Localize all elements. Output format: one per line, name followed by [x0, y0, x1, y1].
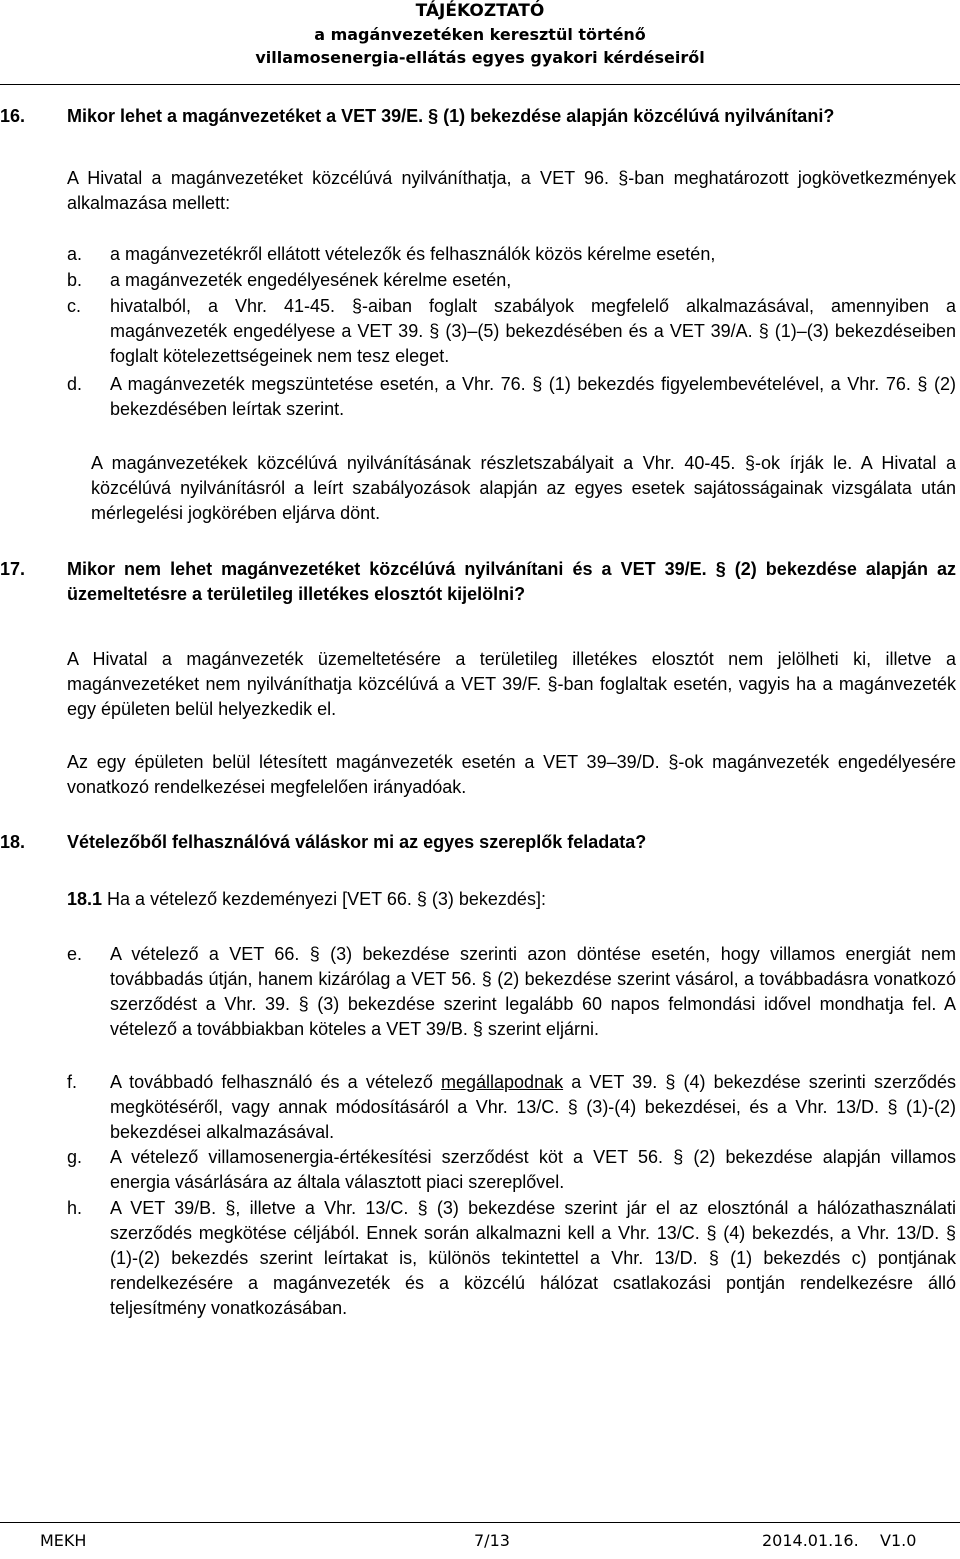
header-subtitle-line2: villamosenergia-ellátás egyes gyakori kérdéseiről — [255, 48, 705, 67]
list-item-c — [67, 294, 956, 369]
list-item-d — [67, 372, 956, 422]
page-footer — [0, 1528, 960, 1554]
list-item-label: c. — [67, 296, 82, 316]
footer-date: 2014.01.16. — [762, 1531, 859, 1550]
question-17-number: 17. — [0, 559, 26, 579]
list-item-label: g. — [67, 1147, 83, 1167]
list-item-text: a magánvezeték engedélyesének kérelme esetén, — [110, 270, 512, 290]
question-17-paragraph-2: Az egy épületen belül létesített magánvezeték esetén a VET 39–39/D. §-ok magánvezeték engedélyesére vonatkozó rendelkezései megfelelően irányadóak. — [67, 752, 956, 797]
header-title: TÁJÉKOZTATÓ — [415, 1, 545, 21]
list-item-text: A magánvezeték megszüntetése esetén, a Vhr. 76. § (1) bekezdés figyelembevételével, a Vhr. 76. § (2) bekezdésében leírtak szerint. — [110, 374, 956, 419]
question-18-number: 18. — [0, 832, 26, 852]
question-16-intro: A Hivatal a magánvezetéket közcélúvá nyilváníthatja, a VET 96. §-ban meghatározott jogkövetkezmények alkalmazása mellett: — [67, 168, 956, 213]
underlined-term: megállapodnak — [441, 1072, 564, 1092]
question-17-title: Mikor nem lehet magánvezetéket közcélúvá nyilvánítani és a VET 39/E. § (2) bekezdése alapján az üzemeltetésre a területileg illetékes elosztót kijelölni? — [67, 559, 956, 604]
list-item-text: A VET 39/B. §, illetve a Vhr. 13/C. § (3) bekezdése szerint jár el az elosztónál a hálózathasználati szerződés megkötése céljából. Ennek során alkalmazni kell a Vhr. 13/C. § (4) bekezdés, a Vhr. 13/D. § (1)-(2) bekezdés szerint leírtakat is, különös tekintettel a Vhr. 13/D. § (1) bekezdés c) pontjának rendelkezésére a magánvezeték és a közcélú hálózat csatlakozási pontján rendelkezésre álló teljesítmény vonatkozásában. — [110, 1198, 956, 1318]
question-17-paragraph-1: A Hivatal a magánvezeték üzemeltetésére a területileg illetékes elosztót nem jelölheti ki, illetve a magánvezetéket nem nyilváníthatja közcélúvá a VET 39/F. §-ban foglaltak esetén, vagyis ha a magánvezeték egy épületen belül helyezkedik el. — [67, 649, 956, 719]
list-item-a — [67, 242, 956, 267]
page-header — [0, 0, 960, 69]
list-item-label: a. — [67, 244, 83, 264]
list-item-b — [67, 268, 956, 293]
question-16-closing: A magánvezetékek közcélúvá nyilvánításának részletszabályait a Vhr. 40-45. §-ok írják le. A Hivatal a közcélúvá nyilvánításról a leírt szabályozások alapján az egyes esetek sajátosságainak vizsgálata után mérlegelési jogkörében eljárva dönt. — [91, 453, 956, 523]
list-item-h — [67, 1196, 956, 1321]
list-item-text: A vételező a VET 66. § (3) bekezdése szerinti azon döntése esetén, hogy villamos energiát nem továbbadás útján, hanem kizárólag a VET 56. § (2) bekezdése szerint vásárol, a továbbadásra vonatkozó szerződést a Vhr. 39. § (3) bekezdése szerint legalább 60 napos felmondási idővel mondhatja fel. A vételező a továbbiakban köteles a VET 39/B. § szerint eljárni. — [110, 944, 956, 1039]
list-item-label: d. — [67, 374, 83, 394]
list-item-text — [110, 1070, 956, 1145]
subsection-text: Ha a vételező kezdeményezi [VET 66. § (3) bekezdés]: — [102, 889, 546, 909]
list-item-e — [67, 942, 956, 1042]
list-item-text: a magánvezetékről ellátott vételezők és felhasználók közös kérelme esetén, — [110, 244, 716, 264]
question-16-number: 16. — [0, 106, 26, 126]
list-item-g — [67, 1145, 956, 1195]
list-item-label: f. — [67, 1072, 78, 1092]
question-18-title: Vételezőből felhasználóvá váláskor mi az egyes szereplők feladata? — [67, 832, 647, 852]
subsection-number: 18.1 — [67, 889, 103, 909]
list-item-label: e. — [67, 944, 83, 964]
header-subtitle-line1: a magánvezetéken keresztül történő — [314, 25, 646, 44]
footer-rule — [0, 1522, 960, 1523]
footer-page-number: 7/13 — [474, 1531, 510, 1550]
list-item-text: hivatalból, a Vhr. 41-45. §-aiban foglalt szabályok megfelelő alkalmazásával, amennyiben a magánvezeték engedélyese a VET 39. § (3)–(5) bekezdésében és a VET 39/A. § (1)–(3) bekezdéseiben foglalt kötelezettségeinek nem tesz eleget. — [110, 296, 956, 366]
list-item-text: A vételező villamosenergia-értékesítési szerződést köt a VET 56. § (2) bekezdése alapján villamos energia vásárlására az általa választott piaci szereplővel. — [110, 1147, 956, 1192]
text-segment: a VET 39. § (4) bekezdése szerinti szerződés megkötéséről, vagy annak módosításáról a Vhr. 13/C. § (3)-(4) bekezdései, és a Vhr. 13/D. § (1)-(2) bekezdései alkalmazásával. — [110, 1072, 956, 1142]
subsection-18-1 — [67, 887, 956, 912]
footer-organization: MEKH — [40, 1531, 87, 1550]
list-item-label: b. — [67, 270, 83, 290]
list-item-f — [67, 1070, 956, 1145]
list-item-label: h. — [67, 1198, 83, 1218]
question-16-title: Mikor lehet a magánvezetéket a VET 39/E. § (1) bekezdése alapján közcélúvá nyilvánítani? — [67, 106, 835, 126]
text-segment: A továbbadó felhasználó és a vételező — [110, 1072, 441, 1092]
header-rule — [0, 84, 960, 85]
footer-version: V1.0 — [880, 1531, 917, 1550]
